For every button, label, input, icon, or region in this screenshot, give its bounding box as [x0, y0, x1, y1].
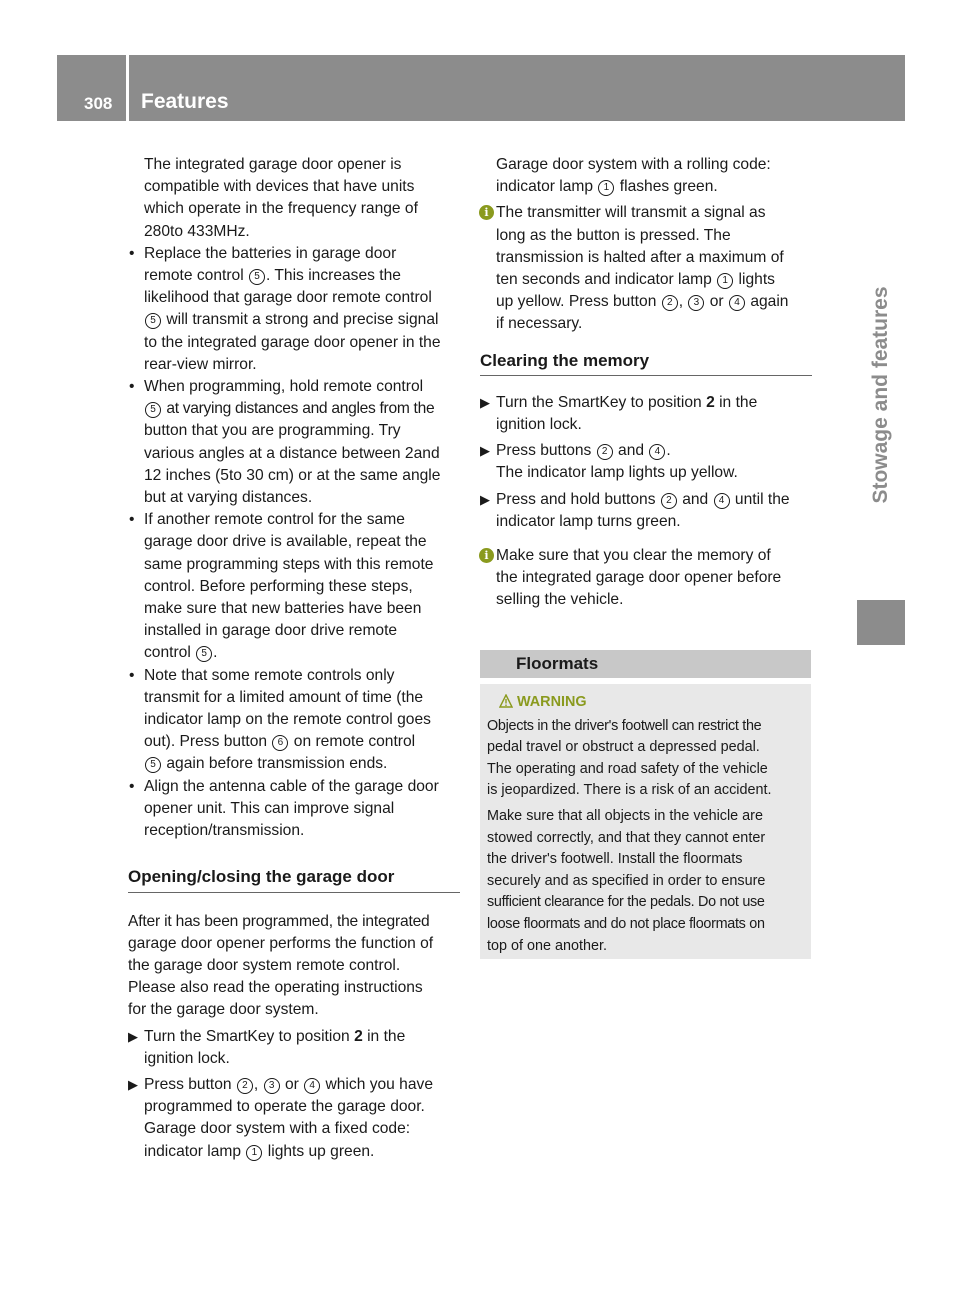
text-line	[144, 731, 460, 753]
text-line: stowed correctly, and that they cannot enter	[487, 829, 766, 846]
text-line: 280to 433MHz.	[144, 222, 250, 240]
number-5-icon: 5	[145, 402, 161, 418]
text-span: on remote control	[293, 733, 416, 751]
bullet-item	[128, 665, 460, 776]
text-line: If another remote control for the same	[144, 511, 405, 529]
side-tab-label: Stowage and features	[869, 286, 892, 504]
text-span: or	[284, 1075, 299, 1093]
text-line: After it has been programmed, the integrated	[128, 912, 430, 930]
text-line	[496, 392, 812, 414]
text-span: .	[666, 442, 671, 460]
text-line: programmed to operate the garage door.	[144, 1098, 425, 1116]
text-span: again	[750, 293, 789, 311]
text-span: flashes green.	[619, 178, 718, 196]
text-line: reception/transmission.	[144, 822, 305, 840]
text-line	[144, 309, 460, 331]
number-5-icon: 5	[145, 313, 161, 329]
text-span: again before transmission ends.	[166, 755, 388, 773]
bullet-marker: •	[129, 244, 135, 262]
text-line: Please also read the operating instructions	[128, 979, 423, 997]
text-line: When programming, hold remote control	[144, 378, 424, 396]
arrow-icon: ▶	[128, 1076, 138, 1092]
text-span: .	[213, 644, 218, 662]
number-5-icon: 5	[249, 269, 265, 285]
text-span: at varying distances and angles from the	[166, 400, 435, 418]
page-number: 308	[84, 94, 113, 113]
text-line: indicator lamp on the remote control goes	[144, 711, 431, 729]
bullet-item	[128, 776, 460, 843]
warning-triangle-icon	[499, 694, 513, 708]
page-title: Features	[141, 90, 229, 113]
text-line: securely and as specified in order to ensure	[487, 872, 766, 889]
text-line	[144, 1074, 460, 1096]
text-line: same programming steps with this remote	[144, 555, 434, 573]
text-span: lights up green.	[267, 1142, 375, 1160]
text-line	[144, 265, 460, 287]
text-line: installed in garage door drive remote	[144, 622, 398, 640]
number-3-icon: 3	[688, 295, 704, 311]
text-line	[496, 489, 812, 511]
text-line: is jeopardized. There is a risk of an accident.	[487, 782, 772, 799]
text-line: Make sure that all objects in the vehicle are	[487, 807, 763, 824]
number-4-icon: 4	[729, 295, 745, 311]
text-line: if necessary.	[496, 315, 583, 333]
text-span: ,	[678, 293, 684, 311]
info-note	[480, 545, 812, 612]
text-line: The operating and road safety of the vehicle	[487, 760, 768, 777]
action-step	[480, 440, 812, 484]
right-column	[480, 154, 812, 612]
text-line: long as the button is pressed. The	[496, 226, 731, 244]
action-step	[480, 392, 812, 436]
text-line	[144, 642, 460, 664]
text-span: indicator lamp	[496, 178, 594, 196]
text-line: the driver's footwell. Install the floormats	[487, 851, 743, 868]
text-line: Garage door system with a fixed code:	[144, 1120, 411, 1138]
text-line: pedal travel or obstruct a depressed pedal.	[487, 739, 760, 756]
number-2-icon: 2	[597, 444, 613, 460]
text-span: indicator lamp	[144, 1142, 242, 1160]
text-line: Replace the batteries in garage door	[144, 244, 397, 262]
warning-title	[487, 692, 803, 714]
text-line: Align the antenna cable of the garage door	[144, 777, 439, 795]
text-line: The integrated garage door opener is	[144, 156, 402, 173]
text-line: transmission is halted after a maximum of	[496, 248, 784, 266]
text-span: in the	[367, 1027, 406, 1045]
text-span: will transmit a strong and precise signal	[166, 311, 439, 329]
text-line: likelihood that garage door remote control	[144, 289, 432, 307]
text-line: button that you are programming. Try	[144, 422, 401, 440]
text-line	[496, 440, 812, 462]
text-line: various angles at a distance between 2and	[144, 444, 440, 462]
left-column	[128, 154, 460, 1163]
number-4-icon: 4	[649, 444, 665, 460]
section-heading-opening-closing: Opening/closing the garage door	[128, 866, 460, 892]
number-3-icon: 3	[264, 1078, 280, 1094]
text-line: which operate in the frequency range of	[144, 200, 418, 218]
text-span: and	[618, 442, 645, 460]
number-1-icon: 1	[717, 273, 733, 289]
text-line	[496, 176, 812, 198]
bullet-marker: •	[129, 666, 135, 684]
text-line: garage door opener performs the function of	[128, 934, 434, 952]
text-line: rear-view mirror.	[144, 355, 257, 373]
text-span: control	[144, 644, 191, 662]
text-line: indicator lamp turns green.	[496, 512, 681, 530]
text-line: the garage door system remote control.	[128, 956, 401, 974]
number-2-icon: 2	[662, 295, 678, 311]
bullet-marker: •	[129, 511, 135, 529]
bullet-item	[128, 509, 460, 664]
text-span: which you have	[325, 1075, 433, 1093]
arrow-icon: ▶	[480, 491, 490, 507]
text-span: out). Press button	[144, 733, 268, 751]
text-span: or	[709, 293, 724, 311]
section-heading-clearing-memory: Clearing the memory	[480, 350, 812, 376]
arrow-icon: ▶	[480, 394, 490, 410]
action-step	[128, 1074, 460, 1163]
text-line: The transmitter will transmit a signal as	[496, 204, 766, 222]
text-span: Press button	[144, 1075, 232, 1093]
arrow-icon: ▶	[480, 443, 490, 459]
number-2-icon: 2	[237, 1078, 253, 1094]
text-line	[496, 269, 812, 291]
text-line	[144, 753, 460, 775]
text-line: transmit for a limited amount of time (the	[144, 688, 424, 706]
text-line: compatible with devices that have units	[144, 178, 415, 196]
text-bold: 2	[706, 393, 715, 411]
paragraph	[480, 154, 812, 198]
text-line: 12 inches (5to 30 cm) or at the same angle	[144, 466, 441, 484]
text-span: lights	[738, 271, 775, 289]
number-4-icon: 4	[714, 493, 730, 509]
text-span: Press and hold buttons	[496, 490, 656, 508]
action-step	[128, 1026, 460, 1070]
text-span: and	[682, 490, 709, 508]
text-line: garage door drive is available, repeat the	[144, 533, 427, 551]
number-1-icon: 1	[598, 180, 614, 196]
info-icon: i	[479, 548, 494, 563]
text-line: the integrated garage door opener before	[496, 569, 782, 587]
header-divider	[126, 55, 129, 121]
text-line: but at varying distances.	[144, 489, 313, 507]
text-span: remote control	[144, 267, 244, 285]
text-line: The indicator lamp lights up yellow.	[496, 464, 738, 482]
bullet-marker: •	[129, 777, 135, 795]
text-line: ignition lock.	[496, 416, 582, 434]
text-span: Turn the SmartKey to position	[496, 393, 702, 411]
text-span: until the	[734, 490, 790, 508]
text-span: ,	[253, 1075, 259, 1093]
text-line	[144, 398, 460, 420]
text-line: Garage door system with a rolling code:	[496, 156, 771, 173]
side-tab-block	[857, 600, 905, 645]
warning-box	[480, 684, 811, 959]
text-line	[144, 1141, 460, 1163]
text-line: for the garage door system.	[128, 1001, 319, 1019]
text-line: make sure that new batteries have been	[144, 600, 422, 618]
number-1-icon: 1	[246, 1145, 262, 1161]
text-bold: 2	[354, 1027, 363, 1045]
text-line: control. Before performing these steps,	[144, 577, 413, 595]
number-5-icon: 5	[145, 757, 161, 773]
text-line: to the integrated garage door opener in the	[144, 333, 441, 351]
bullet-item	[128, 243, 460, 376]
text-line: top of one another.	[487, 937, 608, 954]
text-line: selling the vehicle.	[496, 591, 624, 609]
section-heading-floormats: Floormats	[480, 650, 811, 678]
text-line: Note that some remote controls only	[144, 666, 395, 684]
bullet-marker: •	[129, 378, 135, 396]
number-6-icon: 6	[272, 735, 288, 751]
number-5-icon: 5	[196, 646, 212, 662]
section-side-tab	[857, 145, 905, 645]
text-line: loose floormats and do not place floormats on	[487, 915, 765, 932]
text-line	[496, 291, 812, 313]
text-span: Turn the SmartKey to position	[144, 1027, 350, 1045]
text-line: Make sure that you clear the memory of	[496, 547, 771, 565]
paragraph	[128, 911, 460, 1022]
text-line	[144, 1026, 460, 1048]
arrow-icon: ▶	[128, 1028, 138, 1044]
text-line: ignition lock.	[144, 1049, 230, 1067]
text-span: Press buttons	[496, 442, 592, 460]
text-span: ten seconds and indicator lamp	[496, 271, 712, 289]
number-2-icon: 2	[661, 493, 677, 509]
info-note	[480, 202, 812, 335]
info-icon: i	[479, 205, 494, 220]
warning-title-text: WARNING	[517, 694, 587, 710]
text-line: Objects in the driver's footwell can restrict the	[487, 717, 762, 734]
intro-paragraph	[128, 154, 460, 243]
number-4-icon: 4	[304, 1078, 320, 1094]
text-span: in the	[719, 393, 758, 411]
bullet-item	[128, 376, 460, 509]
text-line: sufficient clearance for the pedals. Do not use	[487, 894, 765, 911]
text-span: . This increases the	[266, 267, 401, 285]
action-step	[480, 489, 812, 533]
text-line: opener unit. This can improve signal	[144, 799, 395, 817]
text-span: up yellow. Press button	[496, 293, 657, 311]
